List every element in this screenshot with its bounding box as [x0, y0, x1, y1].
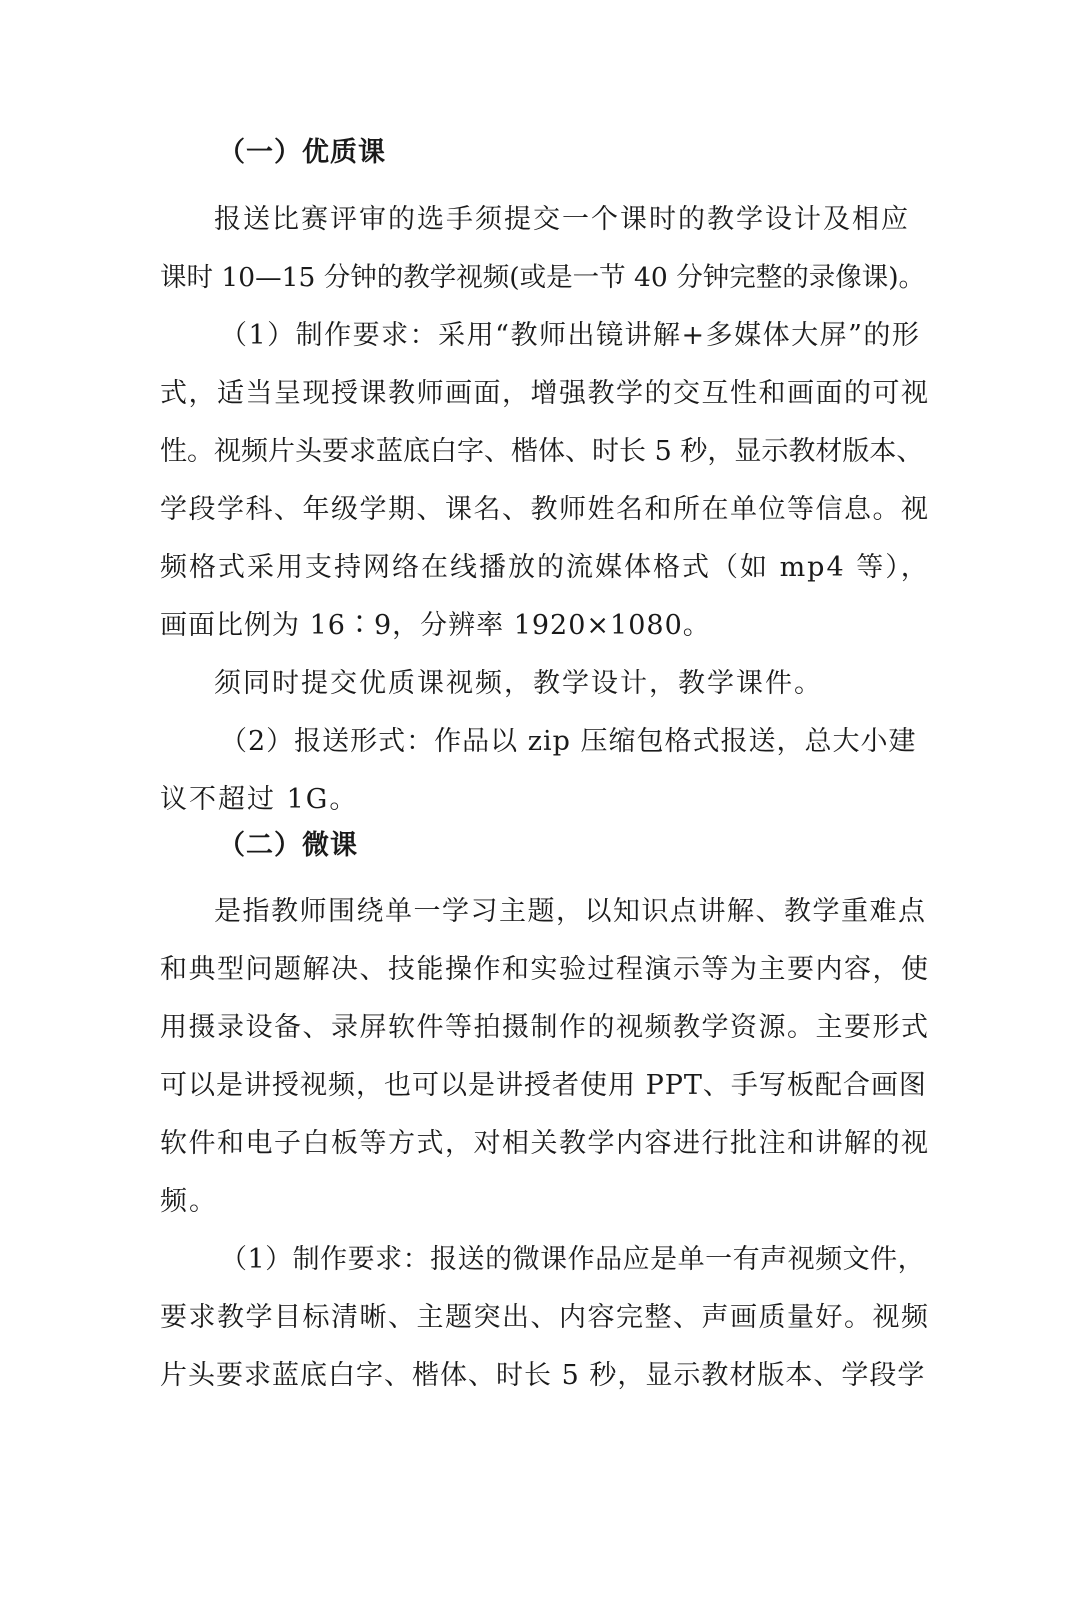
- section-1-intro-line-2: 课时 10—15 分钟的教学视频(或是一节 40 分钟完整的录像课)。: [160, 262, 926, 293]
- section-1-req2-line-2: 议不超过 1G。: [160, 784, 359, 815]
- section-1-req1-line-6: 画面比例为 16∶9，分辨率 1920×1080。: [160, 610, 711, 641]
- section-2-req1-line-1: （1）制作要求：报送的微课作品应是单一有声视频文件，: [220, 1244, 926, 1275]
- section-2-heading: （二）微课: [218, 830, 358, 861]
- section-1-req2-line-1: （2）报送形式：作品以 zip 压缩包格式报送，总大小建: [220, 726, 917, 757]
- section-1-submit-note: 须同时提交优质课视频，教学设计，教学课件。: [214, 668, 823, 699]
- section-2-intro-line-2: 和典型问题解决、技能操作和实验过程演示等为主要内容，使: [160, 954, 930, 985]
- section-1-req1-line-5: 频格式采用支持网络在线播放的流媒体格式（如 mp4 等），: [160, 552, 930, 583]
- section-2-intro-line-5: 软件和电子白板等方式，对相关教学内容进行批注和讲解的视: [160, 1128, 930, 1159]
- section-2-intro-line-1: 是指教师围绕单一学习主题，以知识点讲解、教学重难点: [214, 896, 927, 927]
- section-1-intro-line-1: 报送比赛评审的选手须提交一个课时的教学设计及相应: [214, 204, 910, 235]
- section-1-req1-line-4: 学段学科、年级学期、课名、教师姓名和所在单位等信息。视: [160, 494, 930, 525]
- section-2-intro-line-4: 可以是讲授视频，也可以是讲授者使用 PPT、手写板配合画图: [160, 1070, 927, 1101]
- section-1-req1-line-1: （1）制作要求：采用“教师出镜讲解+多媒体大屏”的形: [220, 320, 921, 351]
- section-2-intro-line-3: 用摄录设备、录屏软件等拍摄制作的视频教学资源。主要形式: [160, 1012, 930, 1043]
- section-2-req1-line-2: 要求教学目标清晰、主题突出、内容完整、声画质量好。视频: [160, 1302, 930, 1333]
- section-2-intro-line-6: 频。: [160, 1186, 218, 1217]
- section-1-heading: （一）优质课: [218, 137, 386, 168]
- section-2-req1-line-3: 片头要求蓝底白字、楷体、时长 5 秒，显示教材版本、学段学: [160, 1360, 926, 1391]
- section-1-req1-line-3: 性。视频片头要求蓝底白字、楷体、时长 5 秒，显示教材版本、: [160, 436, 924, 467]
- section-1-req1-line-2: 式，适当呈现授课教师画面，增强教学的交互性和画面的可视: [160, 378, 930, 409]
